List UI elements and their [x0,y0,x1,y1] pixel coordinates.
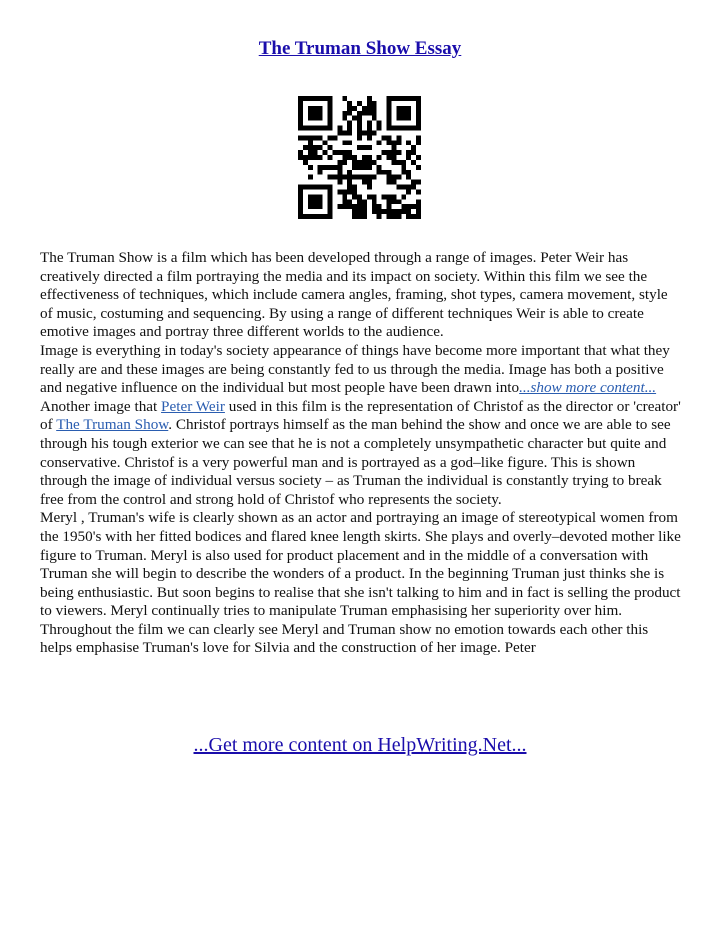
title-link[interactable]: The Truman Show Essay [258,38,462,59]
paragraph-3-text-b: used in this film is the representation of Christof as the director or 'creator' of [40,397,681,434]
paragraph-4: Meryl , Truman's wife is clearly shown as an actor and portraying an image of stereotypical women from the 1950's with her fitted bodices and flared knee length skirts. She plays and overly–devoted mother like figure to Truman. Meryl is also used for product placement and in the middle of a conversation with Truman she will begin to describe the wonders of a product. In the beginning Truman just thinks she is being enthusiastic. But soon begins to realise that she isn't talking to him and in fact is selling the product to viewers. Meryl continually tries to manipulate Truman emphasising her superiority over him. Throughout the film we can clearly see Meryl and Truman show no emotion towards each other this helps emphasise Truman's love for Silvia and the construction of her image. Peter [40,509,681,657]
paragraph-1: The Truman Show is a film which has been developed through a range of images. Peter Weir has creatively directed a film portraying the media and its impact on society. Within this film we see the effectiveness of techniques, which include camera angles, framing, shot types, camera movement, style of music, costuming and sequencing. By using a range of different techniques Weir is able to create emotive images and portray three different worlds to the audience. [40,249,668,341]
paragraph-3 [40,398,682,510]
footer [0,734,720,757]
paragraph-3-text-a: Another image that [40,397,162,415]
paragraph-3-text-c: . Christof portrays himself as the man behind the show and once we are able to see through his tough exterior we can see that he is not a completely unsympathetic character but quite and conservative. Christof is a very powerful man and is portrayed as a god–like figure. This is shown through the image of individual versus society – as Truman the individual is constantly trying to break free from the control and strong hold of Christof who represents the society. [40,416,671,508]
qr-code-icon [298,96,421,219]
paragraph-2-text: Image is everything in today's society appearance of things have become more important that what they really are and these images are being constantly fed to us through the media. Image has both a positive and negative influence on the individual but most people have been drawn into [40,341,670,397]
page-title [0,38,720,60]
paragraph-2 [40,342,682,398]
peter-weir-link[interactable]: Peter Weir [161,397,225,415]
essay-body [40,249,682,658]
get-more-content-link[interactable]: ...Get more content on HelpWriting.Net... [193,734,527,756]
show-more-link[interactable]: ...show more content... [519,379,657,397]
truman-show-link[interactable]: The Truman Show [56,416,169,434]
